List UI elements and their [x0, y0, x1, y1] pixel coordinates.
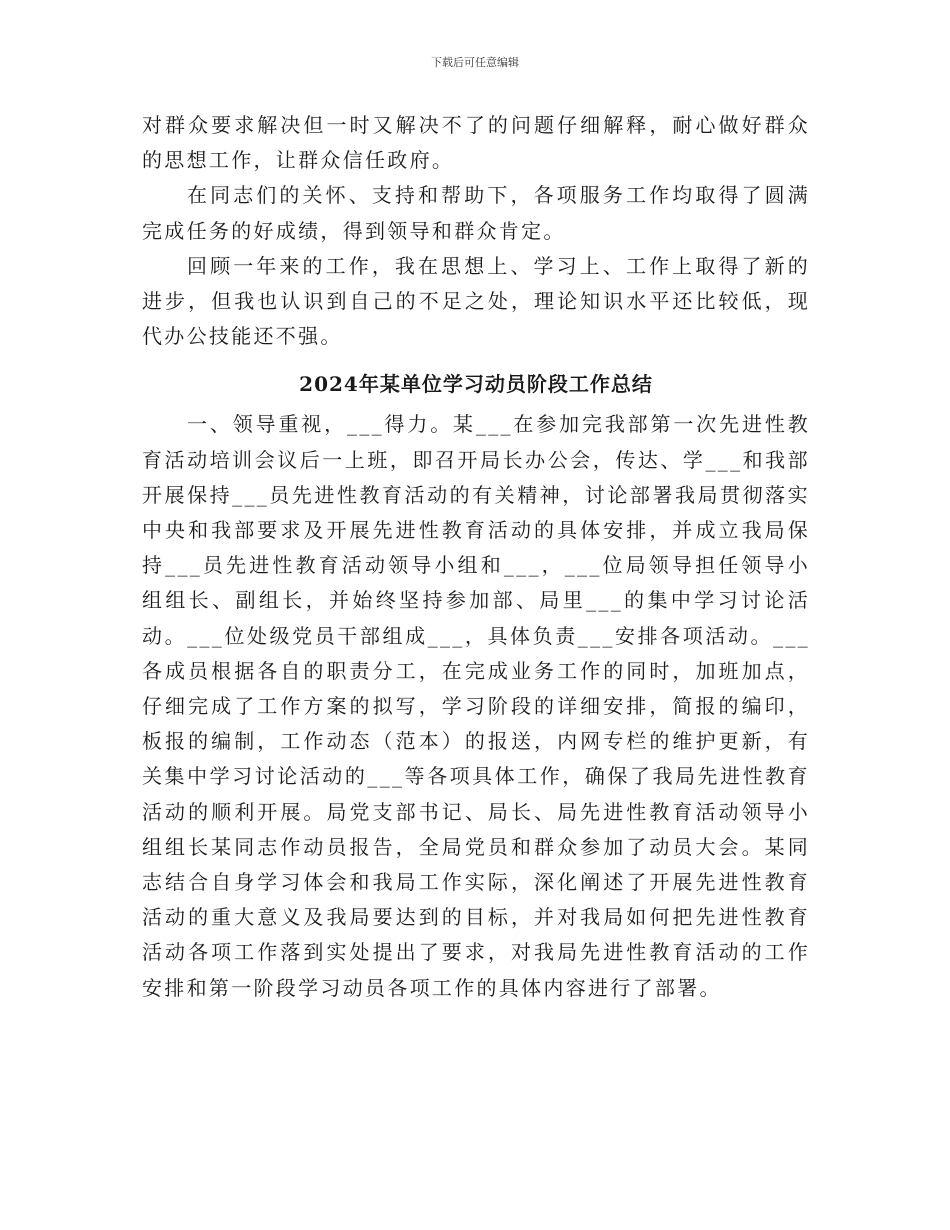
paragraph-year-review: 回顾一年来的工作，我在思想上、学习上、工作上取得了新的进步，但我也认识到自己的不足之处，理论知识水平还比较低，现代办公技能还不强。	[142, 253, 810, 349]
paragraph-colleagues-support: 在同志们的关怀、支持和帮助下，各项服务工作均取得了圆满完成任务的好成绩，得到领导和群众肯定。	[142, 183, 810, 243]
document-body	[142, 108, 810, 1006]
paragraph-continuation: 对群众要求解决但一时又解决不了的问题仔细解释，耐心做好群众的思想工作，让群众信任政府。	[142, 113, 810, 173]
section-title: 2024年某单位学习动员阶段工作总结	[299, 372, 653, 397]
paragraph-leadership: 一、领导重视，___得力。某___在参加完我部第一次先进性教育活动培训会议后一上班，即召开局长办公会，传达、学___和我部开展保持___员先进性教育活动的有关精神，讨论部署我局贯彻落实中央和我部要求及开展先进性教育活动的具体安排，并成立我局保持___员先进性教育活动领导小组和___，___位局领导担任领导小组组长、副组长，并始终坚持参加部、局里___的集中学习讨论活动。___位处级党员干部组成___，具体负责___安排各项活动。___各成员根据各自的职责分工，在完成业务工作的同时，加班加点，仔细完成了工作方案的拟写，学习阶段的详细安排，简报的编印，板报的编制，工作动态（范本）的报送，内网专栏的维护更新，有关集中学习讨论活动的___等各项具体工作，确保了我局先进性教育活动的顺利开展。局党支部书记、局长、局先进性教育活动领导小组组长某同志作动员报告，全局党员和群众参加了动员大会。某同志结合自身学习体会和我局工作实际，深化阐述了开展先进性教育活动的重大意义及我局要达到的目标，并对我局如何把先进性教育活动各项工作落到实处提出了要求，对我局先进性教育活动的工作安排和第一阶段学习动员各项工作的具体内容进行了部署。	[142, 412, 810, 1000]
page-header-note: 下载后可任意编辑	[431, 56, 519, 69]
